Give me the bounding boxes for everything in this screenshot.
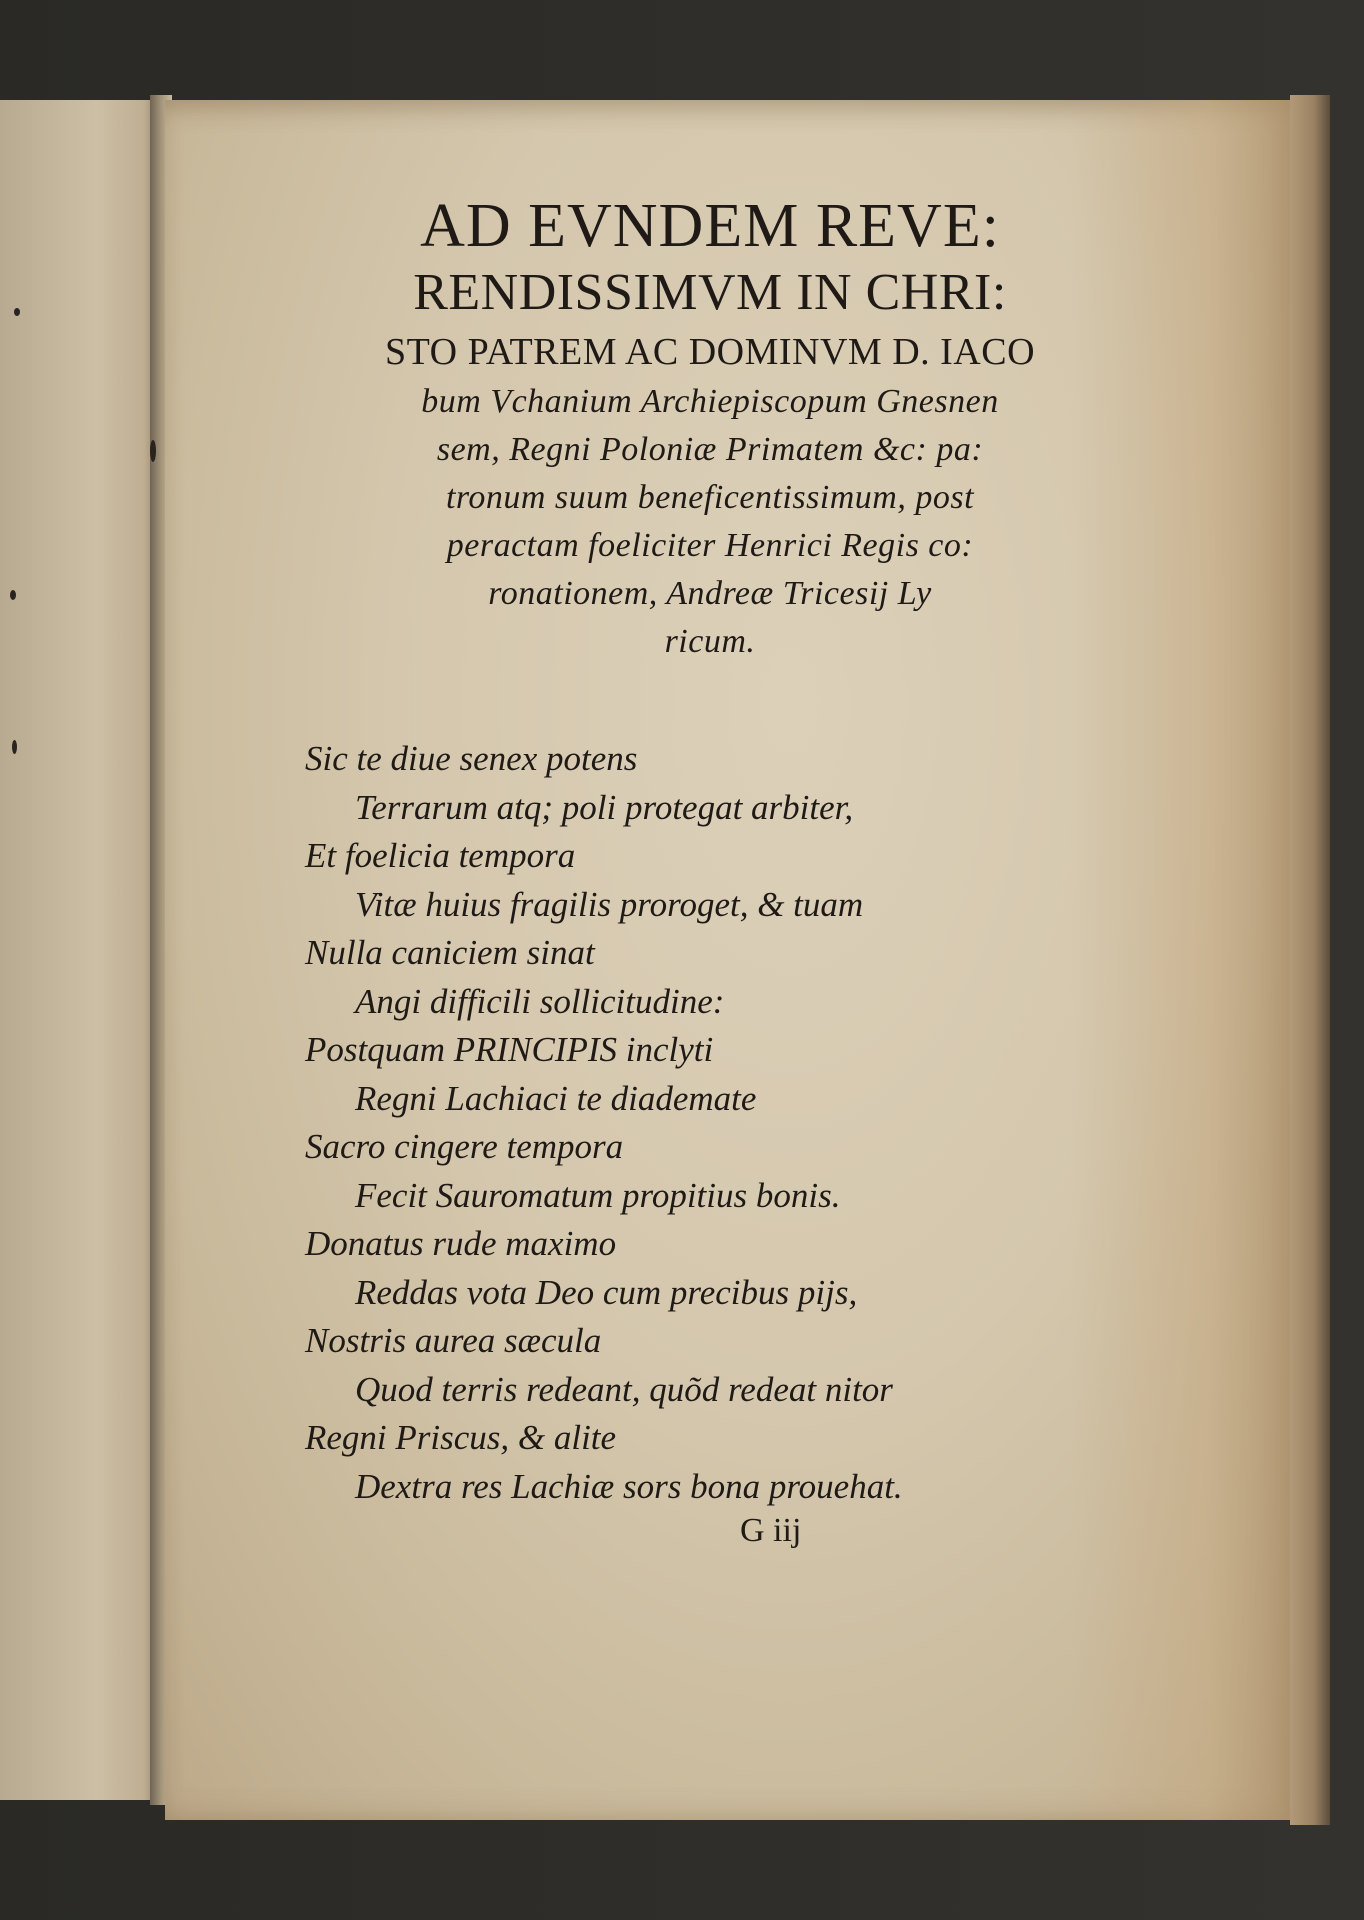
poem-line: Regni Lachiaci te diademate [355, 1078, 757, 1118]
margin-mark [12, 740, 17, 754]
heading-line-1: AD EVNDEM REVE: [420, 192, 1000, 260]
poem-line: Regni Priscus, & alite [305, 1418, 617, 1457]
heading-line-5: sem, Regni Poloniæ Primatem &c: pa: [436, 431, 984, 468]
margin-mark [10, 590, 16, 600]
left-page-edge [0, 100, 160, 1800]
margin-mark [14, 308, 20, 316]
poem-line: Angi difficili sollicitudine: [355, 981, 725, 1021]
poem-line: Postquam PRINCIPIS inclyti [305, 1030, 714, 1069]
poem-line: Nulla caniciem sinat [305, 933, 595, 972]
poem-line: Reddas vota Deo cum precibus pijs, [355, 1272, 858, 1312]
poem-line: Nostris aurea sæcula [305, 1321, 602, 1360]
poem-line: Et foelicia tempora [305, 836, 576, 875]
poem-line: Sacro cingere tempora [305, 1127, 624, 1166]
signature-mark: G iij [740, 1512, 802, 1549]
poem-line: Sic te diue senex potens [305, 739, 638, 778]
heading-line-6: tronum suum beneficentissimum, post [445, 479, 975, 516]
heading-line-3: STO PATREM AC DOMINVM D. IACO [384, 331, 1036, 373]
poem-line: Donatus rude maximo [305, 1224, 617, 1263]
poem-line: Terrarum atq; poli protegat arbiter, [355, 787, 854, 827]
poem-line: Vitæ huius fragilis proroget, & tuam [355, 884, 864, 924]
poem-line: Dextra res Lachiæ sors bona prouehat. [355, 1466, 903, 1506]
heading-line-7: peractam foeliciter Henrici Regis co: [446, 527, 974, 564]
right-page-edge [1290, 95, 1330, 1825]
poem-line: Fecit Sauromatum propitius bonis. [355, 1175, 841, 1215]
poem-line: Quod terris redeant, quõd redeat nitor [355, 1369, 893, 1409]
heading-line-9: ricum. [664, 623, 756, 660]
poem [305, 735, 1095, 1511]
heading-line-4: bum Vchanium Archiepiscopum Gnesnen [421, 383, 999, 420]
heading-block [300, 192, 1120, 673]
margin-mark [150, 440, 156, 462]
heading-line-2: RENDISSIMVM IN CHRI: [413, 264, 1007, 321]
heading-line-8: ronationem, Andreæ Tricesij Ly [488, 575, 932, 612]
